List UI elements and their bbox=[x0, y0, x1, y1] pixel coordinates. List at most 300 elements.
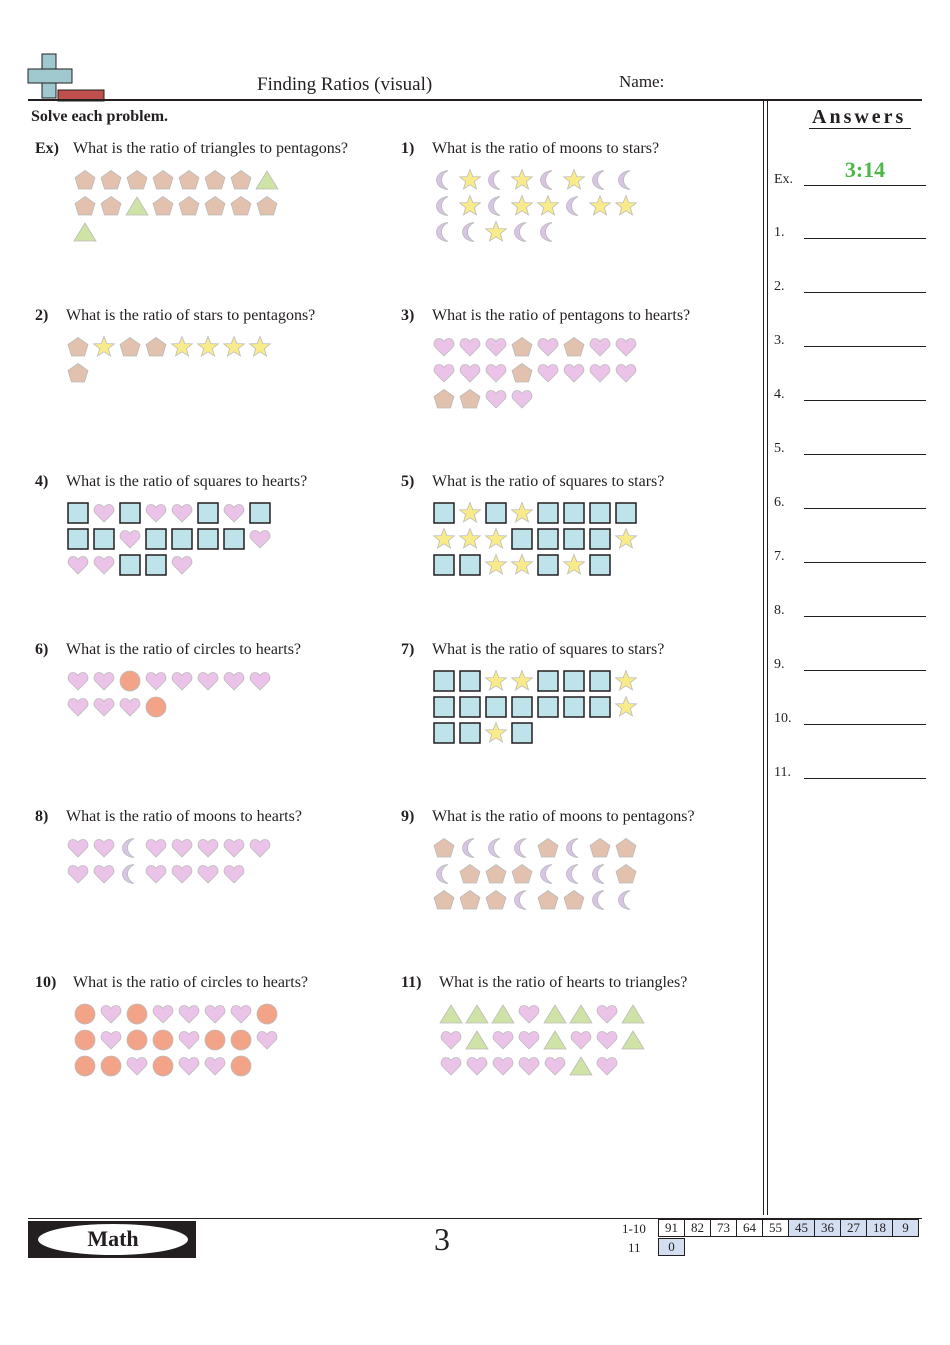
answer-row bbox=[774, 379, 926, 401]
heart-icon bbox=[255, 1028, 279, 1052]
heart-icon bbox=[465, 1054, 489, 1078]
heart-icon bbox=[177, 1002, 201, 1026]
square-icon bbox=[562, 669, 586, 693]
heart-icon bbox=[92, 553, 116, 577]
problem-6 bbox=[35, 641, 375, 791]
square-icon bbox=[196, 501, 220, 525]
problem-number: 11) bbox=[401, 974, 422, 991]
pentagon-icon bbox=[255, 194, 279, 218]
moon-icon bbox=[614, 888, 638, 912]
star-icon bbox=[614, 669, 638, 693]
heart-icon bbox=[517, 1054, 541, 1078]
star-icon bbox=[484, 721, 508, 745]
answer-blank[interactable] bbox=[804, 400, 926, 401]
problem-3 bbox=[401, 307, 741, 457]
heart-icon bbox=[92, 695, 116, 719]
moon-icon bbox=[484, 168, 508, 192]
star-icon bbox=[614, 695, 638, 719]
problem-question: What is the ratio of moons to hearts? bbox=[66, 808, 302, 825]
square-icon bbox=[66, 501, 90, 525]
problem-number: 8) bbox=[35, 808, 49, 825]
answers-title: Answers bbox=[812, 106, 907, 128]
pentagon-icon bbox=[484, 862, 508, 886]
math-badge-label: Math bbox=[87, 1226, 139, 1251]
pentagon-icon bbox=[432, 836, 456, 860]
heart-icon bbox=[144, 669, 168, 693]
score-key-cell: 73 bbox=[711, 1220, 737, 1237]
heart-icon bbox=[196, 669, 220, 693]
pentagon-icon bbox=[510, 862, 534, 886]
heart-icon bbox=[543, 1054, 567, 1078]
circle-icon bbox=[151, 1028, 175, 1052]
heart-icon bbox=[196, 836, 220, 860]
answer-row bbox=[774, 217, 926, 239]
score-key-cell: 9 bbox=[893, 1220, 919, 1237]
moon-icon bbox=[510, 220, 534, 244]
pentagon-icon bbox=[66, 361, 90, 385]
score-key-cell: 18 bbox=[867, 1220, 893, 1237]
answer-blank[interactable] bbox=[804, 454, 926, 455]
answer-blank[interactable] bbox=[804, 778, 926, 779]
star-icon bbox=[458, 168, 482, 192]
square-icon bbox=[562, 527, 586, 551]
answer-blank[interactable] bbox=[804, 346, 926, 347]
score-key-cell: 0 bbox=[659, 1239, 685, 1256]
heart-icon bbox=[614, 361, 638, 385]
header-rule bbox=[28, 99, 922, 101]
score-key-row-1 bbox=[658, 1219, 919, 1237]
square-icon bbox=[144, 527, 168, 551]
heart-icon bbox=[484, 361, 508, 385]
square-icon bbox=[432, 501, 456, 525]
problem-11 bbox=[401, 974, 741, 1124]
problem-9 bbox=[401, 808, 741, 958]
pentagon-icon bbox=[229, 168, 253, 192]
heart-icon bbox=[562, 361, 586, 385]
heart-icon bbox=[92, 862, 116, 886]
pentagon-icon bbox=[510, 335, 534, 359]
answer-row bbox=[774, 541, 926, 563]
pentagon-icon bbox=[458, 387, 482, 411]
triangle-icon bbox=[125, 194, 149, 218]
star-icon bbox=[458, 194, 482, 218]
score-key-row-2 bbox=[658, 1238, 685, 1256]
pentagon-icon bbox=[614, 836, 638, 860]
heart-icon bbox=[536, 361, 560, 385]
pentagon-icon bbox=[177, 194, 201, 218]
star-icon bbox=[484, 527, 508, 551]
pentagon-icon bbox=[432, 387, 456, 411]
heart-icon bbox=[432, 361, 456, 385]
heart-icon bbox=[484, 335, 508, 359]
square-icon bbox=[118, 553, 142, 577]
heart-icon bbox=[595, 1002, 619, 1026]
heart-icon bbox=[439, 1028, 463, 1052]
star-icon bbox=[614, 527, 638, 551]
heart-icon bbox=[144, 862, 168, 886]
answer-blank[interactable] bbox=[804, 616, 926, 617]
score-key-cell: 91 bbox=[659, 1220, 685, 1237]
answer-label: 7. bbox=[774, 549, 785, 564]
square-icon bbox=[92, 527, 116, 551]
problem-question: What is the ratio of stars to pentagons? bbox=[66, 307, 316, 324]
worksheet-logo bbox=[26, 52, 108, 102]
answer-row bbox=[774, 271, 926, 293]
triangle-icon bbox=[543, 1002, 567, 1026]
answer-label: 8. bbox=[774, 603, 785, 618]
key-row-label: 11 bbox=[628, 1240, 641, 1255]
score-key-cell: 64 bbox=[737, 1220, 763, 1237]
square-icon bbox=[432, 553, 456, 577]
heart-icon bbox=[118, 527, 142, 551]
problem-question: What is the ratio of squares to stars? bbox=[432, 473, 665, 490]
square-icon bbox=[588, 501, 612, 525]
square-icon bbox=[118, 501, 142, 525]
heart-icon bbox=[170, 553, 194, 577]
square-icon bbox=[66, 527, 90, 551]
problem-8 bbox=[35, 808, 375, 958]
answer-label: 4. bbox=[774, 387, 785, 402]
pentagon-icon bbox=[510, 361, 534, 385]
heart-icon bbox=[491, 1028, 515, 1052]
square-icon bbox=[588, 695, 612, 719]
heart-icon bbox=[170, 669, 194, 693]
circle-icon bbox=[118, 669, 142, 693]
triangle-icon bbox=[465, 1028, 489, 1052]
star-icon bbox=[432, 527, 456, 551]
answers-divider bbox=[763, 101, 764, 1215]
star-icon bbox=[92, 335, 116, 359]
heart-icon bbox=[99, 1002, 123, 1026]
heart-icon bbox=[66, 553, 90, 577]
moon-icon bbox=[510, 888, 534, 912]
square-icon bbox=[536, 669, 560, 693]
square-icon bbox=[510, 695, 534, 719]
answer-blank[interactable] bbox=[804, 724, 926, 725]
heart-icon bbox=[99, 1028, 123, 1052]
circle-icon bbox=[73, 1054, 97, 1078]
heart-icon bbox=[248, 669, 272, 693]
square-icon bbox=[536, 695, 560, 719]
triangle-icon bbox=[491, 1002, 515, 1026]
problem-question: What is the ratio of triangles to pentagons? bbox=[73, 140, 349, 157]
problem-4 bbox=[35, 473, 375, 623]
heart-icon bbox=[196, 862, 220, 886]
square-icon bbox=[510, 721, 534, 745]
problem-number: 3) bbox=[401, 307, 415, 324]
pentagon-icon bbox=[458, 862, 482, 886]
pentagon-icon bbox=[144, 335, 168, 359]
name-label: Name: bbox=[619, 72, 665, 91]
answer-label: 5. bbox=[774, 441, 785, 456]
pentagon-icon bbox=[151, 194, 175, 218]
moon-icon bbox=[536, 862, 560, 886]
pentagon-icon bbox=[99, 194, 123, 218]
moon-icon bbox=[614, 168, 638, 192]
moon-icon bbox=[484, 836, 508, 860]
star-icon bbox=[562, 168, 586, 192]
answer-row bbox=[774, 649, 926, 671]
heart-icon bbox=[144, 501, 168, 525]
moon-icon bbox=[588, 888, 612, 912]
circle-icon bbox=[125, 1028, 149, 1052]
square-icon bbox=[588, 669, 612, 693]
moon-icon bbox=[588, 862, 612, 886]
page-title: Finding Ratios (visual) bbox=[257, 74, 433, 95]
square-icon bbox=[562, 501, 586, 525]
pentagon-icon bbox=[73, 168, 97, 192]
square-icon bbox=[484, 695, 508, 719]
square-icon bbox=[458, 669, 482, 693]
heart-icon bbox=[484, 387, 508, 411]
instructions: Solve each problem. bbox=[31, 108, 169, 125]
answer-blank[interactable] bbox=[804, 185, 926, 186]
star-icon bbox=[510, 669, 534, 693]
pentagon-icon bbox=[203, 168, 227, 192]
problem-number: 4) bbox=[35, 473, 49, 490]
circle-icon bbox=[144, 695, 168, 719]
pentagon-icon bbox=[203, 194, 227, 218]
star-icon bbox=[484, 669, 508, 693]
moon-icon bbox=[458, 836, 482, 860]
star-icon bbox=[536, 194, 560, 218]
star-icon bbox=[588, 194, 612, 218]
answer-row bbox=[774, 703, 926, 725]
moon-icon bbox=[510, 836, 534, 860]
heart-icon bbox=[203, 1002, 227, 1026]
circle-icon bbox=[73, 1002, 97, 1026]
score-key-cell: 82 bbox=[685, 1220, 711, 1237]
square-icon bbox=[588, 553, 612, 577]
moon-icon bbox=[432, 194, 456, 218]
moon-icon bbox=[458, 220, 482, 244]
moon-icon bbox=[432, 168, 456, 192]
heart-icon bbox=[170, 501, 194, 525]
problem-2 bbox=[35, 307, 375, 457]
problem-question: What is the ratio of moons to stars? bbox=[432, 140, 660, 157]
square-icon bbox=[458, 553, 482, 577]
heart-icon bbox=[517, 1002, 541, 1026]
answer-label: 3. bbox=[774, 333, 785, 348]
circle-icon bbox=[151, 1054, 175, 1078]
heart-icon bbox=[432, 335, 456, 359]
square-icon bbox=[614, 501, 638, 525]
answer-row bbox=[774, 595, 926, 617]
page-number: 3 bbox=[434, 1221, 450, 1257]
pentagon-icon bbox=[177, 168, 201, 192]
square-icon bbox=[458, 695, 482, 719]
pentagon-icon bbox=[588, 836, 612, 860]
answer-label: 6. bbox=[774, 495, 785, 510]
heart-icon bbox=[439, 1054, 463, 1078]
answer-blank[interactable] bbox=[804, 562, 926, 563]
problem-question: What is the ratio of squares to stars? bbox=[432, 641, 665, 658]
star-icon bbox=[614, 194, 638, 218]
answer-blank[interactable] bbox=[804, 508, 926, 509]
answer-label: 11. bbox=[774, 765, 791, 780]
square-icon bbox=[196, 527, 220, 551]
square-icon bbox=[222, 527, 246, 551]
square-icon bbox=[432, 695, 456, 719]
heart-icon bbox=[222, 669, 246, 693]
heart-icon bbox=[536, 335, 560, 359]
heart-icon bbox=[588, 361, 612, 385]
triangle-icon bbox=[439, 1002, 463, 1026]
heart-icon bbox=[92, 836, 116, 860]
moon-icon bbox=[432, 220, 456, 244]
answer-row bbox=[774, 757, 926, 779]
heart-icon bbox=[170, 862, 194, 886]
heart-icon bbox=[177, 1054, 201, 1078]
answer-label: 9. bbox=[774, 657, 785, 672]
pentagon-icon bbox=[99, 168, 123, 192]
circle-icon bbox=[73, 1028, 97, 1052]
square-icon bbox=[588, 527, 612, 551]
heart-icon bbox=[92, 669, 116, 693]
answer-value: 3:14 bbox=[844, 157, 886, 182]
score-key-cell: 45 bbox=[789, 1220, 815, 1237]
heart-icon bbox=[222, 836, 246, 860]
circle-icon bbox=[229, 1028, 253, 1052]
heart-icon bbox=[248, 836, 272, 860]
square-icon bbox=[536, 527, 560, 551]
triangle-icon bbox=[569, 1054, 593, 1078]
problem-question: What is the ratio of squares to hearts? bbox=[66, 473, 308, 490]
pentagon-icon bbox=[484, 888, 508, 912]
heart-icon bbox=[595, 1054, 619, 1078]
score-key-cell: 55 bbox=[763, 1220, 789, 1237]
problem-number: 6) bbox=[35, 641, 49, 658]
square-icon bbox=[432, 721, 456, 745]
square-icon bbox=[170, 527, 194, 551]
pentagon-icon bbox=[66, 335, 90, 359]
pentagon-icon bbox=[229, 194, 253, 218]
problem-question: What is the ratio of pentagons to hearts? bbox=[432, 307, 691, 324]
heart-icon bbox=[222, 501, 246, 525]
problem-question: What is the ratio of hearts to triangles? bbox=[439, 974, 688, 991]
answer-label: 10. bbox=[774, 711, 792, 726]
heart-icon bbox=[66, 836, 90, 860]
answer-blank[interactable] bbox=[804, 670, 926, 671]
square-icon bbox=[562, 695, 586, 719]
triangle-icon bbox=[255, 168, 279, 192]
moon-icon bbox=[536, 168, 560, 192]
heart-icon bbox=[177, 1028, 201, 1052]
pentagon-icon bbox=[118, 335, 142, 359]
moon-icon bbox=[562, 194, 586, 218]
moon-icon bbox=[588, 168, 612, 192]
heart-icon bbox=[458, 361, 482, 385]
problem-number: 7) bbox=[401, 641, 415, 658]
answers-divider bbox=[767, 101, 768, 1215]
moon-icon bbox=[536, 220, 560, 244]
heart-icon bbox=[92, 501, 116, 525]
square-icon bbox=[458, 721, 482, 745]
heart-icon bbox=[458, 335, 482, 359]
problem-7 bbox=[401, 641, 741, 791]
heart-icon bbox=[229, 1002, 253, 1026]
circle-icon bbox=[125, 1002, 149, 1026]
square-icon bbox=[432, 669, 456, 693]
heart-icon bbox=[517, 1028, 541, 1052]
moon-icon bbox=[484, 194, 508, 218]
heart-icon bbox=[491, 1054, 515, 1078]
answers-title-underline bbox=[809, 128, 911, 129]
heart-icon bbox=[151, 1002, 175, 1026]
answer-label: 2. bbox=[774, 279, 785, 294]
triangle-icon bbox=[621, 1028, 645, 1052]
problem-number: 5) bbox=[401, 473, 415, 490]
problem-example bbox=[35, 140, 375, 290]
pentagon-icon bbox=[432, 888, 456, 912]
square-icon bbox=[484, 501, 508, 525]
star-icon bbox=[170, 335, 194, 359]
answer-blank[interactable] bbox=[804, 292, 926, 293]
moon-icon bbox=[118, 836, 142, 860]
heart-icon bbox=[66, 695, 90, 719]
score-key-cell: 27 bbox=[841, 1220, 867, 1237]
problem-number: 10) bbox=[35, 974, 57, 991]
answer-blank[interactable] bbox=[804, 238, 926, 239]
pentagon-icon bbox=[151, 168, 175, 192]
square-icon bbox=[536, 501, 560, 525]
heart-icon bbox=[66, 862, 90, 886]
star-icon bbox=[196, 335, 220, 359]
triangle-icon bbox=[621, 1002, 645, 1026]
circle-icon bbox=[99, 1054, 123, 1078]
answer-label: Ex. bbox=[774, 172, 794, 187]
pentagon-icon bbox=[562, 888, 586, 912]
star-icon bbox=[484, 220, 508, 244]
answer-row bbox=[774, 325, 926, 347]
star-icon bbox=[458, 527, 482, 551]
star-icon bbox=[458, 501, 482, 525]
heart-icon bbox=[569, 1028, 593, 1052]
moon-icon bbox=[562, 862, 586, 886]
star-icon bbox=[510, 553, 534, 577]
problem-number: 1) bbox=[401, 140, 415, 157]
heart-icon bbox=[125, 1054, 149, 1078]
heart-icon bbox=[66, 669, 90, 693]
answer-row bbox=[774, 433, 926, 455]
heart-icon bbox=[118, 695, 142, 719]
pentagon-icon bbox=[562, 335, 586, 359]
pentagon-icon bbox=[536, 888, 560, 912]
triangle-icon bbox=[73, 220, 97, 244]
problem-number: 2) bbox=[35, 307, 49, 324]
circle-icon bbox=[255, 1002, 279, 1026]
heart-icon bbox=[222, 862, 246, 886]
problem-question: What is the ratio of circles to hearts? bbox=[73, 974, 309, 991]
key-row-label: 1-10 bbox=[622, 1221, 646, 1236]
problem-1 bbox=[401, 140, 741, 290]
pentagon-icon bbox=[536, 836, 560, 860]
score-key-cell: 36 bbox=[815, 1220, 841, 1237]
star-icon bbox=[510, 168, 534, 192]
pentagon-icon bbox=[614, 862, 638, 886]
heart-icon bbox=[203, 1054, 227, 1078]
heart-icon bbox=[588, 335, 612, 359]
circle-icon bbox=[229, 1054, 253, 1078]
problem-number: 9) bbox=[401, 808, 415, 825]
heart-icon bbox=[595, 1028, 619, 1052]
pentagon-icon bbox=[73, 194, 97, 218]
problem-5 bbox=[401, 473, 741, 623]
moon-icon bbox=[118, 862, 142, 886]
moon-icon bbox=[562, 836, 586, 860]
star-icon bbox=[562, 553, 586, 577]
heart-icon bbox=[510, 387, 534, 411]
